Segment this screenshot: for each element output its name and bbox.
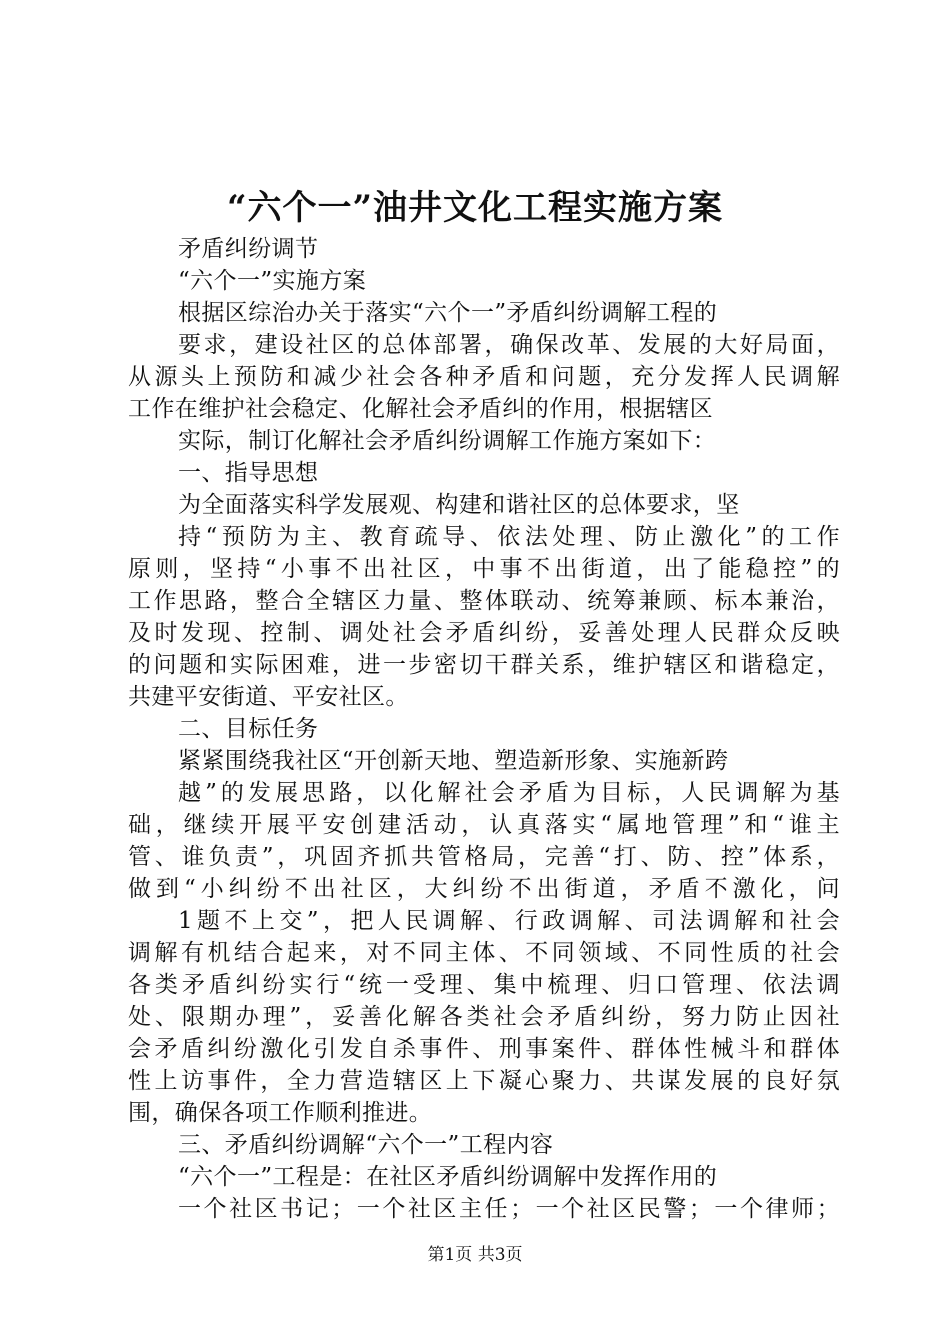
body-line: 为全面落实科学发展观、构建和谐社区的总体要求，坚	[178, 492, 740, 518]
body-line: 紧紧围绕我社区“开创新天地、塑造新形象、实施新跨	[178, 748, 729, 774]
body-line: 会矛盾纠纷激化引发自杀事件、刑事案件、群体性械斗和群体	[128, 1036, 840, 1062]
section-heading: 一、指导思想	[178, 460, 319, 486]
body-line: “六个一”实施方案	[178, 268, 367, 294]
document-title: “六个一”油井文化工程实施方案	[226, 188, 724, 228]
body-line: 矛盾纠纷调节	[178, 236, 319, 262]
body-line: 性上访事件，全力营造辖区上下凝心聚力、共谋发展的良好氛	[128, 1068, 840, 1094]
body-line: 原则，坚持“小事不出社区，中事不出街道，出了能稳控”的	[128, 556, 840, 582]
body-line: 及时发现、控制、调处社会矛盾纠纷，妥善处理人民群众反映	[128, 620, 840, 646]
body-line: 根据区综治办关于落实“六个一”矛盾纠纷调解工程的	[178, 300, 718, 326]
body-line: 各类矛盾纠纷实行“统一受理、集中梳理、归口管理、依法调	[128, 972, 840, 998]
body-line: 实际，制订化解社会矛盾纠纷调解工作施方案如下：	[178, 428, 717, 454]
body-line: 从源头上预防和减少社会各种矛盾和问题，充分发挥人民调解	[128, 364, 840, 390]
body-line: 础，继续开展平安创建活动，认真落实“属地管理”和“谁主	[128, 812, 840, 838]
document-body	[128, 233, 840, 1225]
body-line: 围，确保各项工作顺利推进。	[128, 1100, 433, 1126]
body-line: 调解有机结合起来，对不同主体、不同领域、不同性质的社会	[128, 940, 840, 966]
body-line: 持“预防为主、教育疏导、依法处理、防止激化”的工作	[178, 524, 840, 550]
page-footer: 第1页 共3页	[427, 1245, 523, 1265]
body-line: 1题不上交”，把人民调解、行政调解、司法调解和社会	[178, 908, 840, 934]
body-line: 一个社区书记；一个社区主任；一个社区民警；一个律师；	[178, 1196, 840, 1222]
body-line: 处、限期办理”，妥善化解各类社会矛盾纠纷，努力防止因社	[128, 1004, 840, 1030]
body-line: 工作思路，整合全辖区力量、整体联动、统筹兼顾、标本兼治，	[128, 588, 840, 614]
body-line: 做到“小纠纷不出社区，大纠纷不出街道，矛盾不激化，问	[128, 876, 840, 902]
body-line: “六个一”工程是：在社区矛盾纠纷调解中发挥作用的	[178, 1164, 718, 1190]
body-line: 工作在维护社会稳定、化解社会矛盾纠的作用，根据辖区	[128, 396, 713, 422]
section-heading: 二、目标任务	[178, 716, 319, 742]
body-line: 的问题和实际困难，进一步密切干群关系，维护辖区和谐稳定，	[128, 652, 840, 678]
section-heading: 三、矛盾纠纷调解“六个一”工程内容	[178, 1132, 554, 1158]
body-line: 共建平安街道、平安社区。	[128, 684, 409, 710]
body-line: 要求，建设社区的总体部署，确保改革、发展的大好局面，	[178, 332, 840, 358]
body-line: 管、谁负责”，巩固齐抓共管格局，完善“打、防、控”体系，	[128, 844, 840, 870]
body-line: 越”的发展思路，以化解社会矛盾为目标，人民调解为基	[178, 780, 840, 806]
